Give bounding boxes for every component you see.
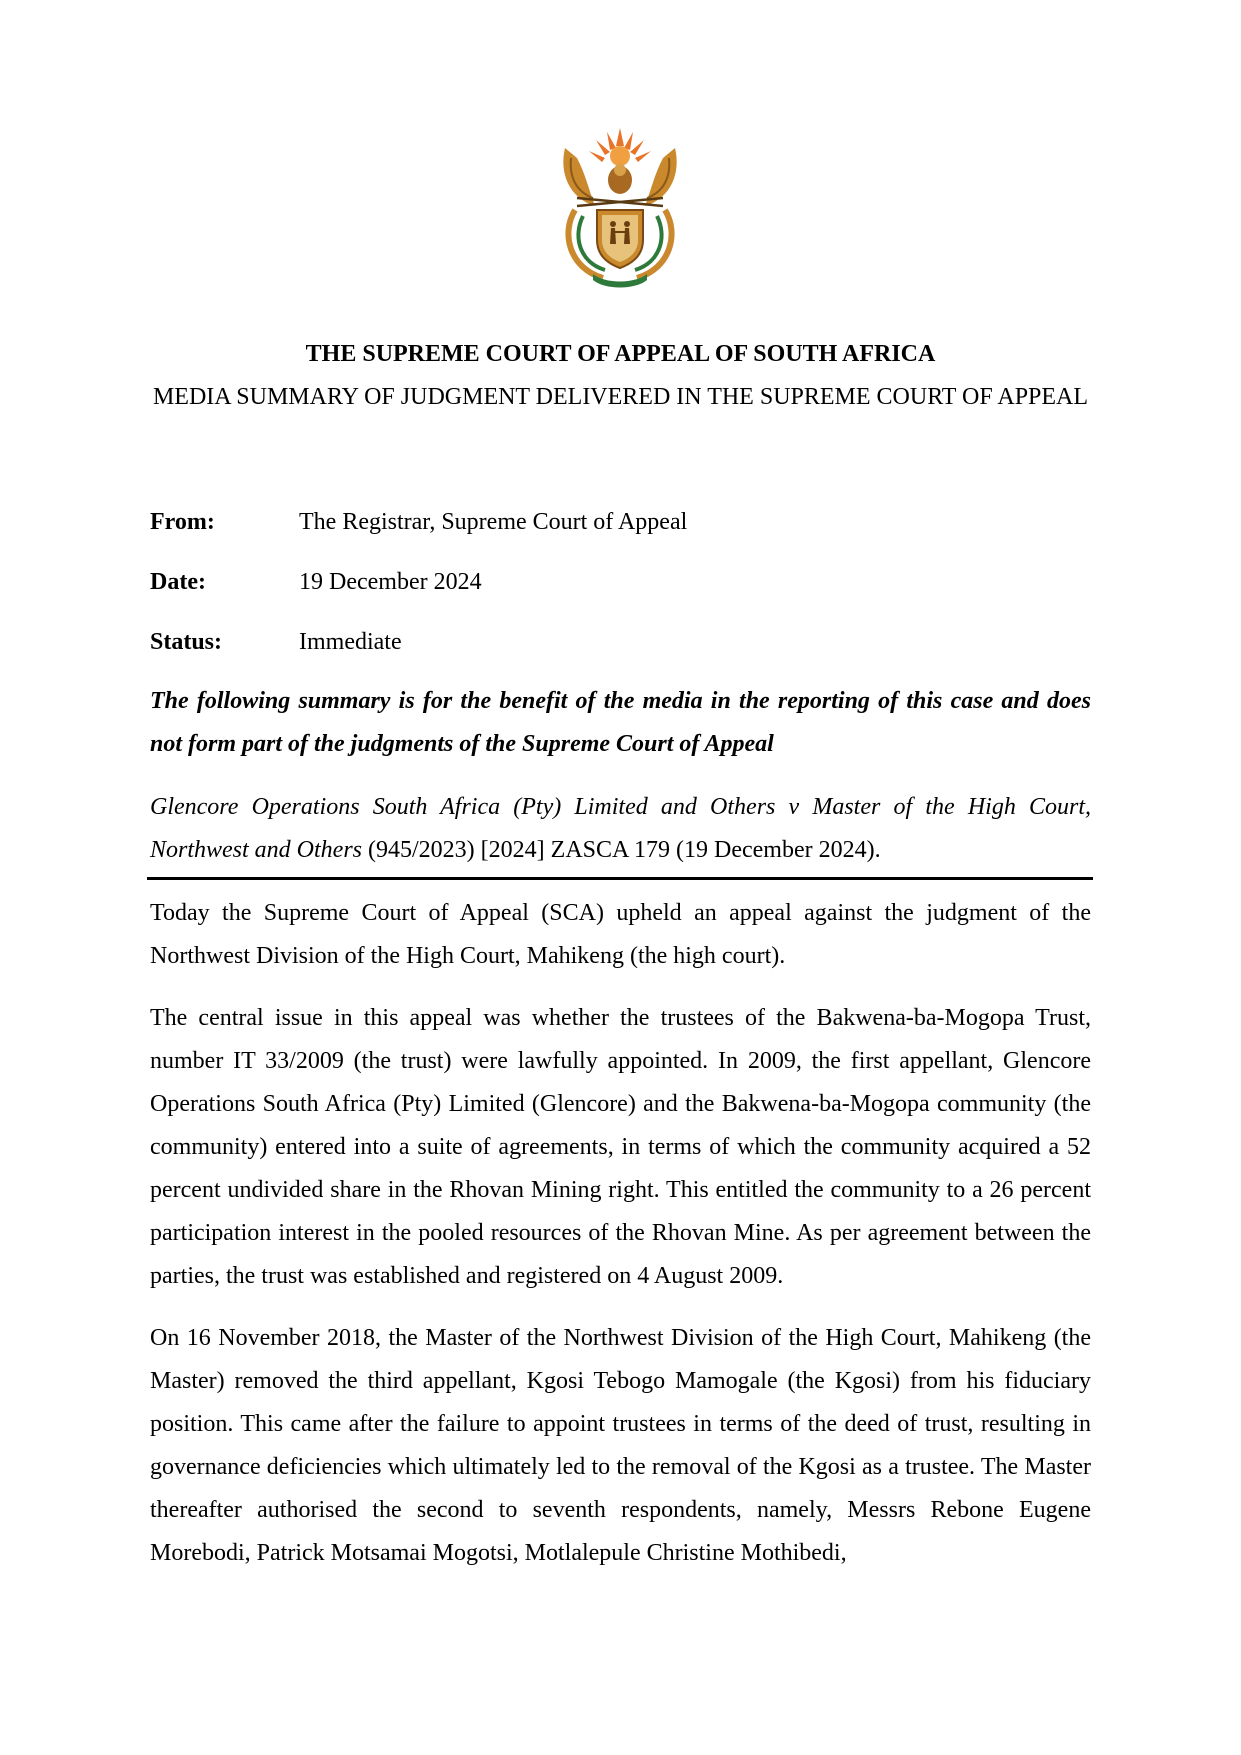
status-label: Status: xyxy=(150,629,223,655)
case-reference: (945/2023) [2024] ZASCA 179 (19 December 2024). xyxy=(362,837,881,863)
case-citation xyxy=(150,786,1091,872)
body-paragraph: On 16 November 2018, the Master of the Northwest Division of the High Court, Mahikeng (the Master) removed the third appellant, Kgosi Tebogo Mamogale (the Kgosi) from his fiduciary position. This came after the failure to appoint trustees in terms of the deed of trust, resulting in governance deficiencies which ultimately led to the removal of the Kgosi as a trustee. The Master thereafter authorised the second to seventh respondents, namely, Messrs Rebone Eugene Morebodi, Patrick Motsamai Mogotsi, Motlalepule Christine Mothibedi, xyxy=(150,1325,1091,1566)
from-value: The Registrar, Supreme Court of Appeal xyxy=(299,509,688,535)
from-label: From: xyxy=(150,509,215,535)
media-disclaimer: The following summary is for the benefit of the media in the reporting of this case and does not form part of the judgments of the Supreme Court of Appeal xyxy=(150,688,1091,757)
body-paragraph: The central issue in this appeal was whether the trustees of the Bakwena-ba-Mogopa Trust, number IT 33/2009 (the trust) were lawfully appointed. In 2009, the first appellant, Glencore Operations South Africa (Pty) Limited (Glencore) and the Bakwena-ba-Mogopa community (the community) entered into a suite of agreements, in terms of which the community acquired a 52 percent undivided share in the Rhovan Mining right. This entitled the community to a 26 percent participation interest in the pooled resources of the Rhovan Mine. As per agreement between the parties, the trust was established and registered on 4 August 2009. xyxy=(150,1005,1091,1289)
case-name: Glencore Operations South Africa (Pty) Limited and Others v Master of the High Court, Northwest and Others xyxy=(150,794,1091,863)
body-paragraph: Today the Supreme Court of Appeal (SCA) upheld an appeal against the judgment of the Northwest Division of the High Court, Mahikeng (the high court). xyxy=(150,900,1091,969)
south-africa-coat-of-arms-icon xyxy=(555,128,685,288)
status-value: Immediate xyxy=(299,629,402,655)
court-title: THE SUPREME COURT OF APPEAL OF SOUTH AFRICA xyxy=(305,341,936,367)
section-divider xyxy=(147,877,1093,880)
date-value: 19 December 2024 xyxy=(299,569,482,595)
summary-title: MEDIA SUMMARY OF JUDGMENT DELIVERED IN THE SUPREME COURT OF APPEAL xyxy=(152,384,1089,410)
date-label: Date: xyxy=(150,569,206,595)
